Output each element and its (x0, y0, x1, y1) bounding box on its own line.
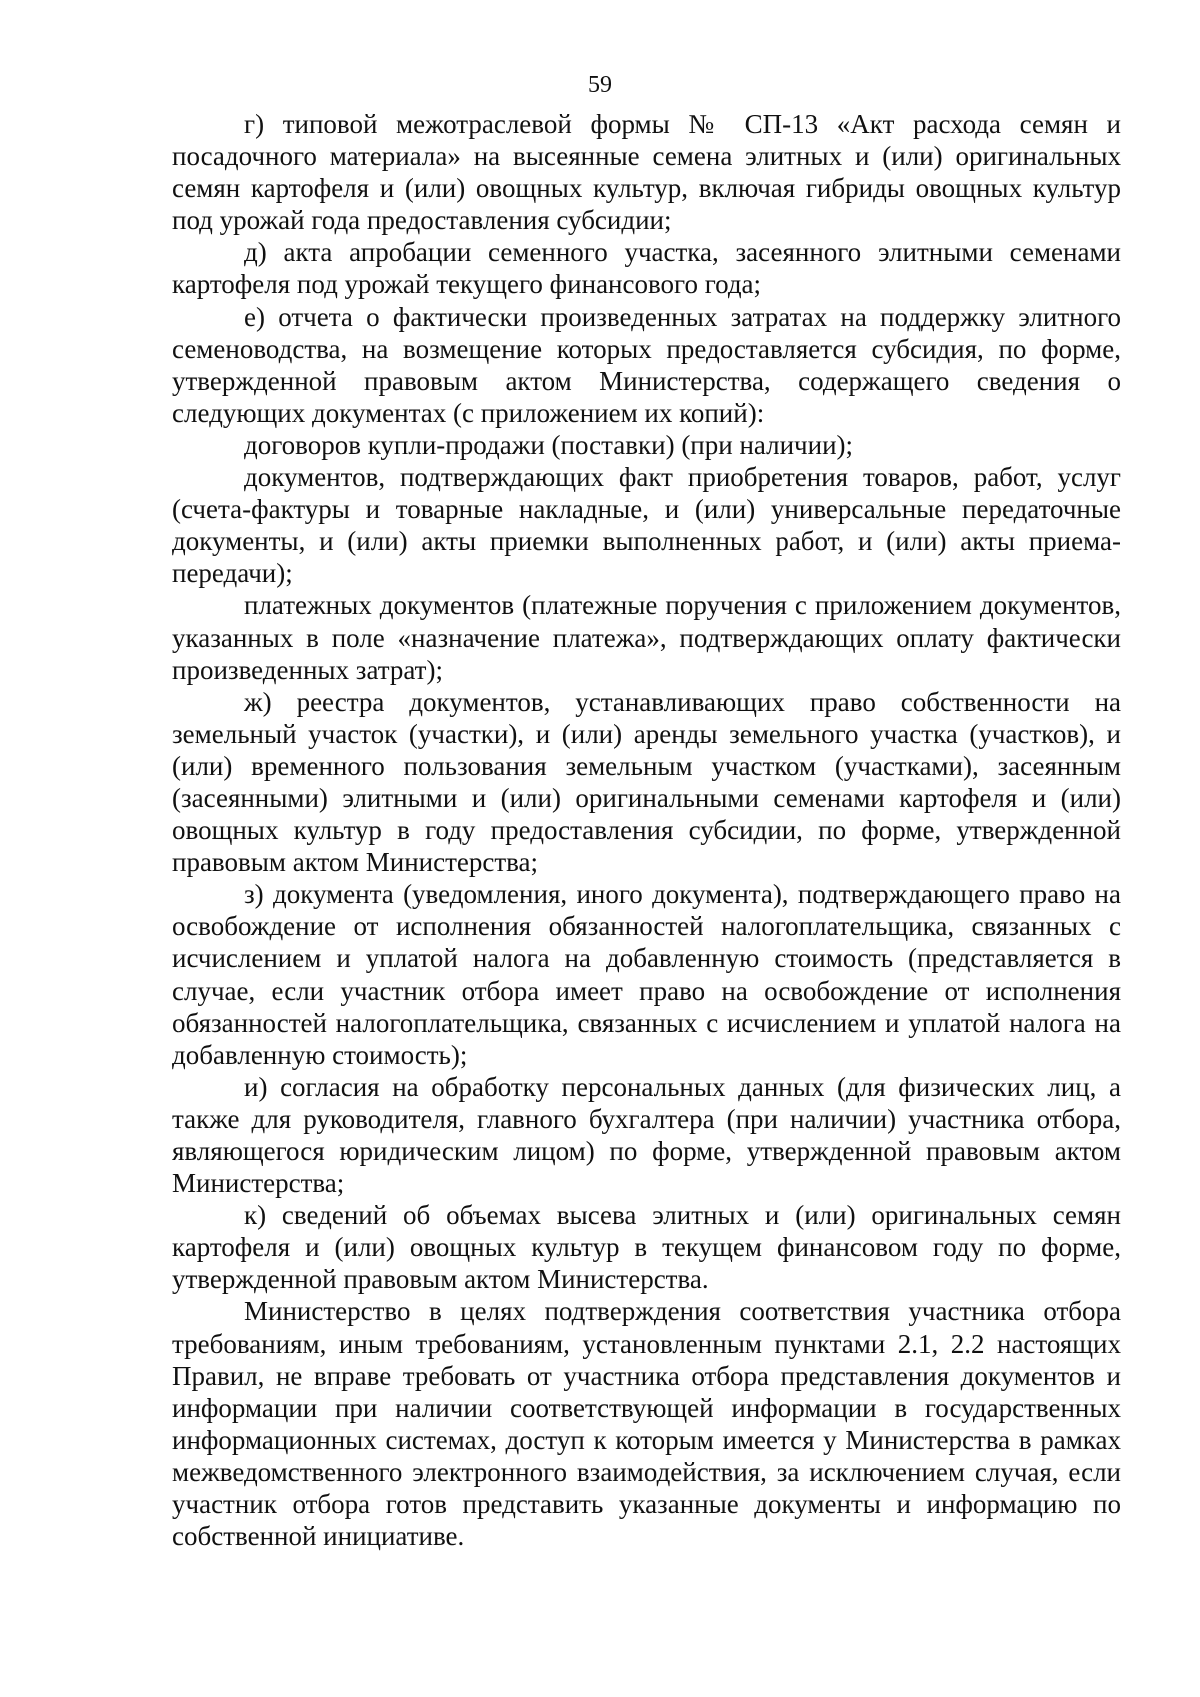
paragraph-sub-contracts: договоров купли-продажи (поставки) (при наличии); (244, 429, 854, 460)
paragraph-item-z: з) документа (уведомления, иного документа), подтверждающего право на освобождение от исполнения обязанностей налогоплательщика, связанных с исчислением и уплатой налога на добавленную стоимость (представляется в случае, если участник отбора имеет право на освобождение от исполнения обязанностей налогоплательщика, связанных с исчислением и уплатой налога на добавленную стоимость); (172, 879, 1121, 1070)
paragraph-item-k: к) сведений об объемах высева элитных и (или) оригинальных семян картофеля и (или) овощных культур в текущем финансовом году по форме, утвержденной правовым актом Министерства. (172, 1200, 1121, 1295)
paragraph-sub-payment-documents: платежных документов (платежные поручения с приложением документов, указанных в поле «назначение платежа», подтверждающих оплату фактически произведенных затрат); (172, 590, 1121, 685)
document-body (172, 108, 1121, 1552)
paragraph-item-zh: ж) реестра документов, устанавливающих право собственности на земельный участок (участки), и (или) аренды земельного участка (участков), и (или) временного пользования земельным участком (участками), засеянным (засеянными) элитными и (или) оригинальными семенами картофеля и (или) овощных культур в году предоставления субсидии, по форме, утвержденной правовым актом Министерства; (172, 686, 1121, 878)
paragraph-item-d: д) акта апробации семенного участка, засеянного элитными семенами картофеля под урожай текущего финансового года; (172, 237, 1121, 300)
paragraph-item-i: и) согласия на обработку персональных данных (для физических лиц, а также для руководителя, главного бухгалтера (при наличии) участника отбора, являющегося юридическим лицом) по форме, утвержденной правовым актом Министерства; (172, 1071, 1121, 1199)
paragraph-item-g: г) типовой межотраслевой формы № СП-13 «Акт расхода семян и посадочного материала» на высеянные семена элитных и (или) оригинальных семян картофеля и (или) овощных культур, включая гибриды овощных культур под урожай года предоставления субсидии; (172, 109, 1121, 236)
page-number: 59 (588, 72, 612, 98)
paragraph-sub-purchase-documents: документов, подтверждающих факт приобретения товаров, работ, услуг (счета-фактуры и товарные накладные, и (или) универсальные передаточные документы, и (или) акты приемки выполненных работ, и (или) акты приема-передачи); (172, 462, 1121, 589)
paragraph-item-e: е) отчета о фактически произведенных затратах на поддержку элитного семеноводства, на возмещение которых предоставляется субсидия, по форме, утвержденной правовым актом Министерства, содержащего сведения о следующих документах (с приложением их копий): (172, 301, 1121, 428)
paragraph-ministry-clause: Министерство в целях подтверждения соответствия участника отбора требованиям, иным требованиям, установленным пунктами 2.1, 2.2 настоящих Правил, не вправе требовать от участника отбора представления документов и информации при наличии соответствующей информации в государственных информационных системах, доступ к которым имеется у Министерства в рамках межведомственного электронного взаимодействия, за исключением случая, если участник отбора готов представить указанные документы и информацию по собственной инициативе. (172, 1296, 1121, 1552)
